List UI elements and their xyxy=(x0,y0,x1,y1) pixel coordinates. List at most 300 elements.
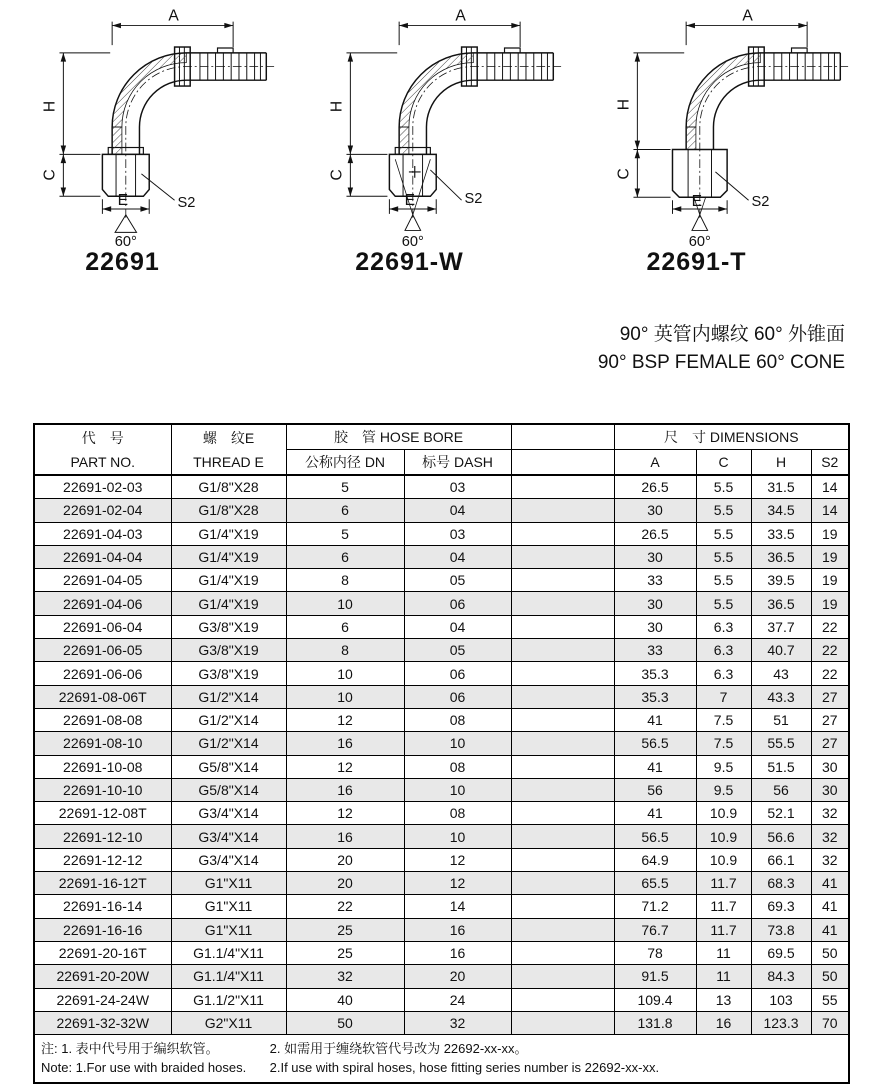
cell-thread: G1/4"X19 xyxy=(171,545,286,568)
cell-empty xyxy=(511,662,614,685)
table-row xyxy=(34,802,849,825)
cell-thread: G2"X11 xyxy=(171,1011,286,1034)
table-row xyxy=(34,755,849,778)
dim-label-angle: 60° xyxy=(401,234,424,248)
cell-dim-s2: 19 xyxy=(811,592,849,615)
cell-dim-s2: 55 xyxy=(811,988,849,1011)
header-dash: 标号 DASH xyxy=(404,450,511,476)
cell-dim-s2: 32 xyxy=(811,802,849,825)
cell-thread: G3/8"X19 xyxy=(171,662,286,685)
cell-dim-c: 10.9 xyxy=(696,802,751,825)
cell-dn: 16 xyxy=(286,825,404,848)
cell-dim-s2: 30 xyxy=(811,778,849,801)
cell-empty xyxy=(511,708,614,731)
hatched-wall-2 xyxy=(399,127,409,154)
cell-dim-h: 103 xyxy=(751,988,811,1011)
dim-label-c: C xyxy=(615,168,633,180)
header-dim-s2: S2 xyxy=(811,450,849,476)
cell-part-no: 22691-20-20W xyxy=(34,965,171,988)
figure-22691-w xyxy=(301,8,588,277)
cell-dim-s2: 19 xyxy=(811,522,849,545)
dim-label-c: C xyxy=(328,169,346,181)
cell-dim-s2: 32 xyxy=(811,825,849,848)
dim-label-h: H xyxy=(328,100,346,113)
cell-dim-c: 5.5 xyxy=(696,499,751,522)
cell-dim-c: 5.5 xyxy=(696,592,751,615)
cell-dim-a: 65.5 xyxy=(614,872,696,895)
cell-part-no: 22691-02-04 xyxy=(34,499,171,522)
cell-dim-s2: 14 xyxy=(811,499,849,522)
cell-dim-c: 5.5 xyxy=(696,475,751,499)
cell-thread: G3/8"X19 xyxy=(171,615,286,638)
cell-dn: 6 xyxy=(286,545,404,568)
cell-dn: 5 xyxy=(286,475,404,499)
table-row xyxy=(34,988,849,1011)
cell-thread: G1/2"X14 xyxy=(171,732,286,755)
cell-dash: 06 xyxy=(404,662,511,685)
cell-empty xyxy=(511,802,614,825)
table-row xyxy=(34,895,849,918)
cell-empty xyxy=(511,522,614,545)
cell-dim-a: 78 xyxy=(614,941,696,964)
cell-dim-a: 131.8 xyxy=(614,1011,696,1034)
cell-dn: 16 xyxy=(286,778,404,801)
cell-dash: 32 xyxy=(404,1011,511,1034)
cell-dim-a: 26.5 xyxy=(614,475,696,499)
cell-dim-h: 69.3 xyxy=(751,895,811,918)
cell-part-no: 22691-10-10 xyxy=(34,778,171,801)
table-row xyxy=(34,475,849,499)
cell-dash: 10 xyxy=(404,825,511,848)
cell-thread: G3/8"X19 xyxy=(171,639,286,662)
header-part-no-zh: 代 号 xyxy=(81,429,124,446)
cell-dim-s2: 50 xyxy=(811,941,849,964)
table-row xyxy=(34,569,849,592)
cell-empty xyxy=(511,639,614,662)
fitting-body xyxy=(389,47,553,196)
figure-caption: 22691 xyxy=(85,248,160,276)
cell-part-no: 22691-24-24W xyxy=(34,988,171,1011)
cell-dim-c: 5.5 xyxy=(696,522,751,545)
cell-dim-s2: 19 xyxy=(811,569,849,592)
cell-empty xyxy=(511,848,614,871)
cell-dn: 10 xyxy=(286,662,404,685)
cell-dim-c: 11.7 xyxy=(696,918,751,941)
cell-part-no: 22691-06-06 xyxy=(34,662,171,685)
cell-empty xyxy=(511,918,614,941)
cell-part-no: 22691-08-10 xyxy=(34,732,171,755)
table-row xyxy=(34,941,849,964)
cell-thread: G1/2"X14 xyxy=(171,708,286,731)
cell-empty xyxy=(511,1011,614,1034)
header-part-no-en: PART NO. xyxy=(70,453,136,470)
cell-dim-h: 56 xyxy=(751,778,811,801)
dimension-arrows xyxy=(60,23,232,212)
cell-dn: 12 xyxy=(286,802,404,825)
cell-dim-s2: 50 xyxy=(811,965,849,988)
header-thread xyxy=(171,424,286,475)
cell-empty xyxy=(511,475,614,499)
cell-part-no: 22691-06-04 xyxy=(34,615,171,638)
header-empty-top xyxy=(511,424,614,450)
cell-dim-h: 52.1 xyxy=(751,802,811,825)
cell-thread: G1/4"X19 xyxy=(171,569,286,592)
cell-thread: G1"X11 xyxy=(171,895,286,918)
cell-empty xyxy=(511,872,614,895)
cell-dim-h: 66.1 xyxy=(751,848,811,871)
cell-dim-s2: 27 xyxy=(811,708,849,731)
dimension-arrows xyxy=(634,23,806,212)
figure-caption: 22691-W xyxy=(355,248,464,276)
cell-dim-a: 41 xyxy=(614,708,696,731)
drawings-row xyxy=(0,0,881,277)
dim-label-e: E xyxy=(404,192,415,210)
cell-dim-a: 76.7 xyxy=(614,918,696,941)
cell-dim-h: 69.5 xyxy=(751,941,811,964)
table-header xyxy=(34,424,849,475)
dim-label-angle: 60° xyxy=(688,234,711,248)
table-row xyxy=(34,545,849,568)
header-empty-bottom xyxy=(511,450,614,476)
cell-dim-h: 51.5 xyxy=(751,755,811,778)
cell-dash: 12 xyxy=(404,872,511,895)
cell-dim-c: 9.5 xyxy=(696,778,751,801)
cell-dim-c: 11.7 xyxy=(696,872,751,895)
table-body xyxy=(34,475,849,1035)
note-line-zh xyxy=(41,1039,846,1058)
cell-thread: G1/4"X19 xyxy=(171,522,286,545)
cell-dim-h: 123.3 xyxy=(751,1011,811,1034)
table-row xyxy=(34,615,849,638)
cell-thread: G5/8"X14 xyxy=(171,778,286,801)
note-line-en xyxy=(41,1058,846,1077)
table-row xyxy=(34,499,849,522)
cell-thread: G1"X11 xyxy=(171,918,286,941)
cell-part-no: 22691-04-03 xyxy=(34,522,171,545)
cell-dash: 06 xyxy=(404,592,511,615)
cell-dn: 20 xyxy=(286,848,404,871)
table-row xyxy=(34,708,849,731)
cell-dim-h: 36.5 xyxy=(751,592,811,615)
cell-dash: 10 xyxy=(404,778,511,801)
dim-label-s2: S2 xyxy=(464,191,482,208)
cell-dim-c: 7.5 xyxy=(696,708,751,731)
cell-dim-a: 41 xyxy=(614,802,696,825)
dim-label-a: A xyxy=(454,8,466,25)
cell-dim-h: 73.8 xyxy=(751,918,811,941)
cell-dim-a: 26.5 xyxy=(614,522,696,545)
cell-part-no: 22691-04-06 xyxy=(34,592,171,615)
dim-label-h: H xyxy=(41,100,59,113)
cell-part-no: 22691-20-16T xyxy=(34,941,171,964)
notes-cell xyxy=(34,1035,849,1084)
cell-dn: 40 xyxy=(286,988,404,1011)
table-row xyxy=(34,1011,849,1034)
cell-part-no: 22691-16-12T xyxy=(34,872,171,895)
cell-dim-c: 5.5 xyxy=(696,545,751,568)
cell-dim-s2: 70 xyxy=(811,1011,849,1034)
cell-dash: 16 xyxy=(404,918,511,941)
cell-part-no: 22691-06-05 xyxy=(34,639,171,662)
fitting-drawing-icon xyxy=(600,8,864,248)
cell-part-no: 22691-08-08 xyxy=(34,708,171,731)
cell-dn: 20 xyxy=(286,872,404,895)
cell-empty xyxy=(511,965,614,988)
cell-dim-s2: 41 xyxy=(811,918,849,941)
table-row xyxy=(34,778,849,801)
cell-dash: 12 xyxy=(404,848,511,871)
cell-thread: G5/8"X14 xyxy=(171,755,286,778)
cell-dn: 5 xyxy=(286,522,404,545)
cell-dim-a: 30 xyxy=(614,499,696,522)
cell-dn: 10 xyxy=(286,685,404,708)
cell-dash: 04 xyxy=(404,545,511,568)
cell-empty xyxy=(511,825,614,848)
cell-thread: G3/4"X14 xyxy=(171,825,286,848)
cell-dim-s2: 41 xyxy=(811,895,849,918)
cell-dim-c: 11 xyxy=(696,941,751,964)
dim-label-a: A xyxy=(167,8,179,25)
figure-caption: 22691-T xyxy=(646,248,747,276)
cell-dim-c: 11.7 xyxy=(696,895,751,918)
dim-label-s2: S2 xyxy=(177,195,195,212)
figure-22691 xyxy=(14,8,301,277)
cell-thread: G3/4"X14 xyxy=(171,802,286,825)
note-zh-2: 2. 如需用于缠绕软管代号改为 22692-xx-xx。 xyxy=(269,1041,528,1057)
cell-dim-a: 109.4 xyxy=(614,988,696,1011)
header-dn: 公称内径 DN xyxy=(286,450,404,476)
cell-part-no: 22691-16-14 xyxy=(34,895,171,918)
page-title-en: 90° BSP FEMALE 60° CONE xyxy=(597,352,845,373)
cell-part-no: 22691-02-03 xyxy=(34,475,171,499)
header-thread-zh: 螺 纹E xyxy=(202,429,255,446)
cell-dash: 05 xyxy=(404,639,511,662)
table-row xyxy=(34,592,849,615)
dim-label-a: A xyxy=(741,8,753,25)
fitting-drawing-icon xyxy=(26,8,290,248)
cell-dim-s2: 27 xyxy=(811,732,849,755)
page-title xyxy=(0,321,845,377)
header-dim-h: H xyxy=(751,450,811,476)
cell-dim-h: 55.5 xyxy=(751,732,811,755)
cell-dim-h: 33.5 xyxy=(751,522,811,545)
figure-22691-t xyxy=(588,8,875,277)
cell-dim-h: 37.7 xyxy=(751,615,811,638)
table-row xyxy=(34,639,849,662)
page-title-zh: 90° 英管内螺纹 60° 外锥面 xyxy=(619,324,845,345)
cell-dash: 06 xyxy=(404,685,511,708)
cell-dim-c: 6.3 xyxy=(696,615,751,638)
cell-dim-h: 51 xyxy=(751,708,811,731)
cell-dash: 03 xyxy=(404,522,511,545)
hatched-wall-2 xyxy=(112,127,122,154)
cell-dim-c: 10.9 xyxy=(696,825,751,848)
cell-thread: G1"X11 xyxy=(171,872,286,895)
cell-part-no: 22691-16-16 xyxy=(34,918,171,941)
cell-dim-a: 41 xyxy=(614,755,696,778)
cell-dim-s2: 32 xyxy=(811,848,849,871)
note-zh-1: 注: 1. 表中代号用于编织软管。 xyxy=(41,1041,219,1057)
cell-dn: 10 xyxy=(286,592,404,615)
cell-dn: 6 xyxy=(286,615,404,638)
cell-empty xyxy=(511,592,614,615)
cell-thread: G1.1/4"X11 xyxy=(171,941,286,964)
header-dimensions: 尺 寸 DIMENSIONS xyxy=(614,424,849,450)
cell-dn: 8 xyxy=(286,569,404,592)
cell-dn: 6 xyxy=(286,499,404,522)
cell-dim-s2: 14 xyxy=(811,475,849,499)
cell-dim-c: 9.5 xyxy=(696,755,751,778)
cell-dn: 25 xyxy=(286,918,404,941)
cell-dn: 8 xyxy=(286,639,404,662)
note-en-2: 2.If use with spiral hoses, hose fitting series number is 22692-xx-xx. xyxy=(269,1060,660,1076)
cell-part-no: 22691-04-04 xyxy=(34,545,171,568)
cell-dim-c: 10.9 xyxy=(696,848,751,871)
cell-part-no: 22691-12-12 xyxy=(34,848,171,871)
cell-dash: 08 xyxy=(404,802,511,825)
cell-dim-a: 64.9 xyxy=(614,848,696,871)
cell-thread: G1/8"X28 xyxy=(171,475,286,499)
table-row xyxy=(34,918,849,941)
cell-dim-s2: 27 xyxy=(811,685,849,708)
cell-empty xyxy=(511,941,614,964)
cell-part-no: 22691-12-08T xyxy=(34,802,171,825)
cell-empty xyxy=(511,755,614,778)
cell-dim-s2: 22 xyxy=(811,615,849,638)
cell-dash: 08 xyxy=(404,755,511,778)
fitting-body xyxy=(102,47,266,196)
table-row xyxy=(34,848,849,871)
dimension-arrows xyxy=(347,23,519,212)
cell-dash: 08 xyxy=(404,708,511,731)
table-row xyxy=(34,872,849,895)
cell-dim-a: 91.5 xyxy=(614,965,696,988)
cell-dim-a: 56.5 xyxy=(614,732,696,755)
table-footer xyxy=(34,1035,849,1084)
cell-dim-a: 30 xyxy=(614,615,696,638)
cell-dash: 05 xyxy=(404,569,511,592)
cell-dn: 22 xyxy=(286,895,404,918)
cell-dash: 10 xyxy=(404,732,511,755)
cell-dash: 24 xyxy=(404,988,511,1011)
table-row xyxy=(34,662,849,685)
cell-empty xyxy=(511,545,614,568)
cell-dash: 04 xyxy=(404,615,511,638)
table-row xyxy=(34,825,849,848)
cell-empty xyxy=(511,732,614,755)
cell-dim-c: 7 xyxy=(696,685,751,708)
table-row xyxy=(34,732,849,755)
cell-dim-c: 7.5 xyxy=(696,732,751,755)
cell-dim-a: 33 xyxy=(614,639,696,662)
cell-dim-a: 56 xyxy=(614,778,696,801)
cell-dash: 16 xyxy=(404,941,511,964)
cell-dim-h: 34.5 xyxy=(751,499,811,522)
cell-dim-a: 35.3 xyxy=(614,685,696,708)
cell-thread: G1/4"X19 xyxy=(171,592,286,615)
table-row xyxy=(34,522,849,545)
cell-dim-h: 68.3 xyxy=(751,872,811,895)
cell-dim-s2: 30 xyxy=(811,755,849,778)
cell-dn: 50 xyxy=(286,1011,404,1034)
centerline xyxy=(412,67,560,218)
cell-dim-s2: 41 xyxy=(811,872,849,895)
cell-dash: 20 xyxy=(404,965,511,988)
cell-dim-c: 5.5 xyxy=(696,569,751,592)
cell-dim-h: 43 xyxy=(751,662,811,685)
cell-dn: 25 xyxy=(286,941,404,964)
header-dim-a: A xyxy=(614,450,696,476)
cell-dim-c: 6.3 xyxy=(696,639,751,662)
cell-thread: G3/4"X14 xyxy=(171,848,286,871)
cell-dash: 03 xyxy=(404,475,511,499)
cell-empty xyxy=(511,615,614,638)
cell-dim-s2: 22 xyxy=(811,639,849,662)
cell-part-no: 22691-04-05 xyxy=(34,569,171,592)
cell-part-no: 22691-32-32W xyxy=(34,1011,171,1034)
cell-thread: G1/8"X28 xyxy=(171,499,286,522)
cell-dn: 12 xyxy=(286,708,404,731)
cell-empty xyxy=(511,895,614,918)
cell-dim-h: 56.6 xyxy=(751,825,811,848)
cell-dim-h: 43.3 xyxy=(751,685,811,708)
dim-label-e: E xyxy=(117,192,128,210)
table-row xyxy=(34,965,849,988)
cell-part-no: 22691-10-08 xyxy=(34,755,171,778)
cell-empty xyxy=(511,685,614,708)
cell-thread: G1.1/4"X11 xyxy=(171,965,286,988)
cell-dim-c: 6.3 xyxy=(696,662,751,685)
dim-label-e: E xyxy=(691,193,702,211)
cell-dn: 32 xyxy=(286,965,404,988)
cell-part-no: 22691-08-06T xyxy=(34,685,171,708)
cell-dim-h: 84.3 xyxy=(751,965,811,988)
cell-dim-s2: 22 xyxy=(811,662,849,685)
header-thread-en: THREAD E xyxy=(193,453,264,470)
cell-dn: 16 xyxy=(286,732,404,755)
table-row xyxy=(34,685,849,708)
cell-empty xyxy=(511,499,614,522)
spec-table xyxy=(33,423,850,1084)
cell-dim-a: 30 xyxy=(614,592,696,615)
cell-dn: 12 xyxy=(286,755,404,778)
cell-dim-s2: 19 xyxy=(811,545,849,568)
cell-dim-a: 56.5 xyxy=(614,825,696,848)
cell-dim-c: 16 xyxy=(696,1011,751,1034)
cell-dash: 14 xyxy=(404,895,511,918)
cell-dim-h: 36.5 xyxy=(751,545,811,568)
cell-empty xyxy=(511,569,614,592)
cell-dim-h: 31.5 xyxy=(751,475,811,499)
cell-dim-a: 30 xyxy=(614,545,696,568)
fitting-body xyxy=(672,47,840,215)
cell-dim-h: 40.7 xyxy=(751,639,811,662)
dim-label-c: C xyxy=(41,169,59,181)
cell-thread: G1.1/2"X11 xyxy=(171,988,286,1011)
header-hose-bore: 胶 管 HOSE BORE xyxy=(286,424,511,450)
cell-dim-a: 71.2 xyxy=(614,895,696,918)
dim-label-angle: 60° xyxy=(114,234,137,248)
header-dim-c: C xyxy=(696,450,751,476)
fitting-drawing-icon xyxy=(313,8,577,248)
centerline xyxy=(125,67,273,218)
cell-dim-h: 39.5 xyxy=(751,569,811,592)
cell-dim-c: 11 xyxy=(696,965,751,988)
dim-label-s2: S2 xyxy=(751,194,769,211)
cell-empty xyxy=(511,988,614,1011)
cell-dash: 04 xyxy=(404,499,511,522)
cell-dim-a: 33 xyxy=(614,569,696,592)
